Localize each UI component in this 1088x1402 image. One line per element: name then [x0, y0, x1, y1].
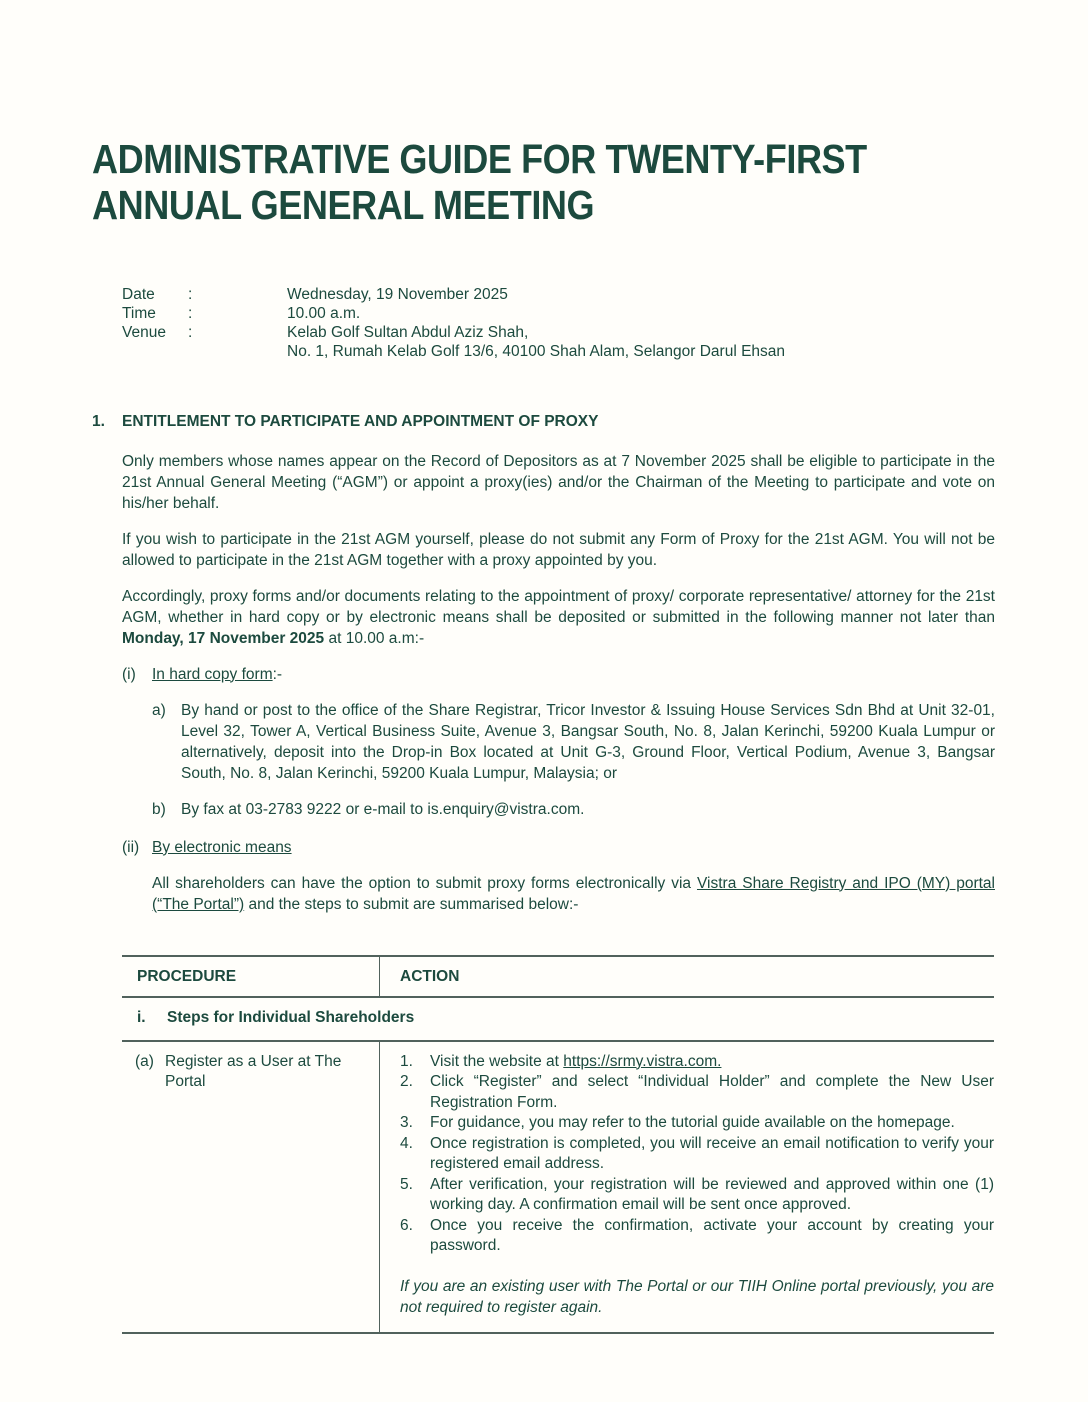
time-value: 10.00 a.m.	[287, 304, 361, 322]
item-i-marker: (i)	[122, 665, 136, 683]
paragraph-portal: All shareholders can have the option to submit proxy forms electronically via Vistra Share Registry and IPO (MY) portal (“The Portal”) and the steps to submit are summarised below:-	[152, 874, 995, 913]
item-hard-copy: (i) In hard copy form:-	[122, 665, 283, 683]
section-1	[92, 411, 995, 930]
paragraph-eligibility: Only members whose names appear on the Record of Depositors as at 7 November 2025 shall be eligible to participate in the 21st Annual General Meeting (“AGM”) or appoint a proxy(ies) and/or the Chairman of the Meeting to participate and vote on his/her behalf.	[122, 452, 995, 512]
portal-url-link[interactable]: https://srmy.vistra.com.	[563, 1052, 722, 1070]
table-header-procedure: PROCEDURE	[122, 957, 380, 997]
page-title-line2: ANNUAL GENERAL MEETING	[92, 182, 595, 229]
electronic-means-heading: By electronic means	[152, 838, 292, 856]
procedure-cell	[122, 1042, 380, 1333]
paragraph-deadline: Accordingly, proxy forms and/or documents relating to the appointment of proxy/ corporate representative/ attorney for the 21st AGM, whether in hard copy or by electronic means shall be deposited or submitted in the following manner not later than Monday, 17 November 2025 at 10.00 a.m:-	[122, 587, 995, 647]
meeting-venue-row	[122, 323, 995, 342]
portal-name-underlined: Vistra Share Registry and IPO (MY) portal (“The Portal”)	[152, 874, 995, 913]
item-a-text: By hand or post to the office of the Share Registrar, Tricor Investor & Issuing House Services Sdn Bhd at Unit 32-01, Level 32, Tower A, Vertical Business Suite, Avenue 3, Bangsar South, No. 8, Jalan Kerinchi, 59200 Kuala Lumpur or alternatively, deposit into the Drop-in Box located at Unit G-3, Ground Floor, Vertical Podium, Avenue 3, Bangsar South, No. 8, Jalan Kerinchi, 59200 Kuala Lumpur, Malaysia; or	[181, 701, 995, 782]
date-label: Date	[122, 285, 155, 303]
subheader-marker: i.	[137, 1009, 146, 1027]
venue-label: Venue	[122, 323, 166, 341]
procedure-text: Register as a User at The Portal	[165, 1052, 342, 1091]
existing-user-note: If you are an existing user with The Portal or our TIIH Online portal previously, you are not required to register again.	[400, 1278, 994, 1316]
meeting-date-row	[122, 285, 995, 304]
time-label: Time	[122, 304, 156, 322]
item-b-marker: b)	[152, 800, 166, 818]
item-a-marker: a)	[152, 701, 166, 719]
item-a-hand-or-post	[152, 700, 995, 784]
hard-copy-heading: In hard copy form	[152, 665, 273, 683]
action-step-1: 1. Visit the website at https://srmy.vistra.com.	[400, 1052, 722, 1070]
item-b-text: By fax at 03-2783 9222 or e-mail to is.enquiry@vistra.com.	[181, 800, 585, 818]
date-value: Wednesday, 19 November 2025	[287, 285, 508, 303]
subheader-text: Steps for Individual Shareholders	[167, 1009, 415, 1027]
page-title-line1: ADMINISTRATIVE GUIDE FOR TWENTY-FIRST	[92, 136, 867, 182]
action-cell	[380, 1042, 994, 1333]
table-header-action: ACTION	[400, 967, 460, 985]
venue-value-line1: Kelab Golf Sultan Abdul Aziz Shah,	[287, 323, 529, 341]
meeting-venue-row-2	[122, 342, 995, 361]
procedure-action-table	[122, 955, 994, 1335]
paragraph-participation: If you wish to participate in the 21st AGM yourself, please do not submit any Form of Proxy for the 21st AGM. You will not be allowed to participate in the 21st AGM together with a proxy appointed by you.	[122, 530, 995, 569]
page-title	[92, 136, 887, 229]
date-separator: :	[188, 285, 193, 303]
venue-separator: :	[188, 323, 193, 341]
meeting-time-row	[122, 304, 995, 323]
venue-value-line2: No. 1, Rumah Kelab Golf 13/6, 40100 Shah Alam, Selangor Darul Ehsan	[287, 342, 786, 360]
table-header-row	[122, 957, 994, 999]
action-step-5: 5. After verification, your registration will be reviewed and approved within one (1) working day. A confirmation email will be sent once approved.	[400, 1175, 994, 1214]
action-step-2: 2. Click “Register” and select “Individual Holder” and complete the New User Registration Form.	[400, 1073, 994, 1111]
item-electronic-means	[122, 837, 995, 858]
table-subheader-individual-shareholders	[122, 998, 994, 1042]
item-hard-copy-options	[122, 700, 995, 820]
action-step-3: 3. For guidance, you may refer to the tutorial guide available on the homepage.	[400, 1114, 955, 1132]
table-row-register	[122, 1042, 994, 1333]
deadline-date-bold: Monday, 17 November 2025	[122, 629, 325, 647]
section-1-number: 1.	[92, 412, 105, 430]
section-1-heading: ENTITLEMENT TO PARTICIPATE AND APPOINTMENT OF PROXY	[122, 412, 599, 430]
action-step-6: 6. Once you receive the confirmation, activate your account by creating your password.	[400, 1216, 994, 1255]
time-separator: :	[188, 304, 193, 322]
meeting-details	[122, 285, 995, 361]
item-b-fax-email	[152, 799, 995, 820]
procedure-marker: (a)	[135, 1052, 154, 1070]
action-step-4: 4. Once registration is completed, you will receive an email notification to verify your registered email address.	[400, 1134, 994, 1173]
item-ii-marker: (ii)	[122, 838, 140, 856]
section-1-body	[122, 411, 995, 930]
